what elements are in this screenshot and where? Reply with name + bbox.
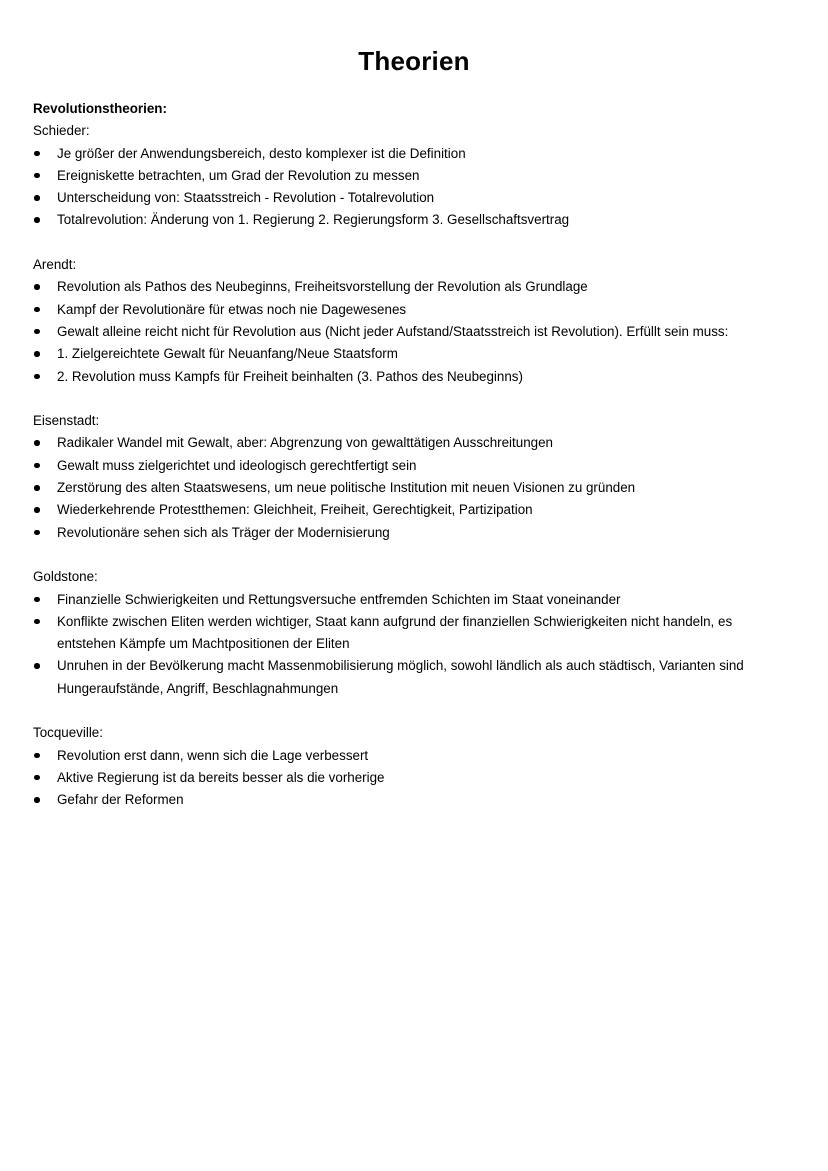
list-item <box>33 499 773 521</box>
bullet-list <box>33 745 773 812</box>
list-item-text: Aktive Regierung ist da bereits besser als die vorherige <box>57 769 385 785</box>
list-item <box>33 522 773 544</box>
list-item <box>33 165 773 187</box>
list-item <box>33 143 773 165</box>
list-item <box>33 343 773 365</box>
list-item <box>33 366 773 388</box>
list-item-text: 2. Revolution muss Kampfs für Freiheit beinhalten (3. Pathos des Neubeginns) <box>57 368 523 384</box>
list-item <box>33 432 773 454</box>
list-item-text: Gewalt alleine reicht nicht für Revolution aus (Nicht jeder Aufstand/Staatsstreich ist Revolution). Erfüllt sein muss: <box>57 323 729 339</box>
list-item-text: Konflikte zwischen Eliten werden wichtiger, Staat kann aufgrund der finanziellen Schwierigkeiten nicht handeln, es entstehen Kämpfe um Machtpositionen der Eliten <box>57 613 733 652</box>
list-item <box>33 455 773 477</box>
section-title: Goldstone: <box>33 569 98 585</box>
list-item-text: Finanzielle Schwierigkeiten und Rettungsversuche entfremden Schichten im Staat voneinander <box>57 591 621 607</box>
list-item <box>33 187 773 209</box>
list-item-text: Zerstörung des alten Staatswesens, um neue politische Institution mit neuen Visionen zu gründen <box>57 480 636 496</box>
list-item <box>33 276 773 298</box>
list-item-text: Revolution erst dann, wenn sich die Lage verbessert <box>57 747 369 763</box>
section-title: Eisenstadt: <box>33 413 100 429</box>
list-item <box>33 655 773 700</box>
page-title: Theorien <box>358 46 470 76</box>
list-item <box>33 477 773 499</box>
list-item <box>33 321 773 343</box>
list-item-text: Gewalt muss zielgerichtet und ideologisch gerechtfertigt sein <box>57 457 417 473</box>
list-item-text: Ereigniskette betrachten, um Grad der Revolution zu messen <box>57 167 420 183</box>
list-item <box>33 209 773 231</box>
list-item <box>33 299 773 321</box>
section-tocqueville <box>33 722 773 811</box>
list-item <box>33 611 773 656</box>
section-schieder <box>33 120 773 231</box>
list-item-text: Totalrevolution: Änderung von 1. Regierung 2. Regierungsform 3. Gesellschaftsvertrag <box>57 212 570 228</box>
bullet-list <box>33 276 773 387</box>
list-item-text: 1. Zielgereichtete Gewalt für Neuanfang/Neue Staatsform <box>57 346 398 362</box>
section-arendt <box>33 254 773 388</box>
list-item-text: Revolutionäre sehen sich als Träger der Modernisierung <box>57 524 390 540</box>
section-eisenstadt <box>33 410 773 544</box>
section-title: Schieder: <box>33 123 90 139</box>
list-item <box>33 589 773 611</box>
list-item-text: Revolution als Pathos des Neubeginns, Freiheitsvorstellung der Revolution als Grundlage <box>57 279 588 295</box>
bullet-list <box>33 143 773 232</box>
list-item <box>33 745 773 767</box>
section-heading: Revolutionstheorien: <box>33 101 167 116</box>
list-item <box>33 789 773 811</box>
document-body <box>33 98 773 834</box>
section-title: Tocqueville: <box>33 725 103 741</box>
list-item-text: Je größer der Anwendungsbereich, desto komplexer ist die Definition <box>57 145 466 161</box>
section-goldstone <box>33 566 773 700</box>
bullet-list <box>33 589 773 700</box>
section-title: Arendt: <box>33 257 77 273</box>
list-item-text: Wiederkehrende Protestthemen: Gleichheit, Freiheit, Gerechtigkeit, Partizipation <box>57 502 533 518</box>
list-item-text: Unterscheidung von: Staatsstreich - Revolution - Totalrevolution <box>57 190 435 206</box>
list-item-text: Unruhen in der Bevölkerung macht Massenmobilisierung möglich, sowohl ländlich als auch städtisch, Varianten sind Hungeraufstände, Angriff, Beschlagnahmungen <box>57 658 744 696</box>
bullet-list <box>33 432 773 543</box>
list-item-text: Kampf der Revolutionäre für etwas noch nie Dagewesenes <box>57 301 407 317</box>
list-item-text: Radikaler Wandel mit Gewalt, aber: Abgrenzung von gewalttätigen Ausschreitungen <box>57 435 553 451</box>
list-item <box>33 767 773 789</box>
list-item-text: Gefahr der Reformen <box>57 792 184 808</box>
